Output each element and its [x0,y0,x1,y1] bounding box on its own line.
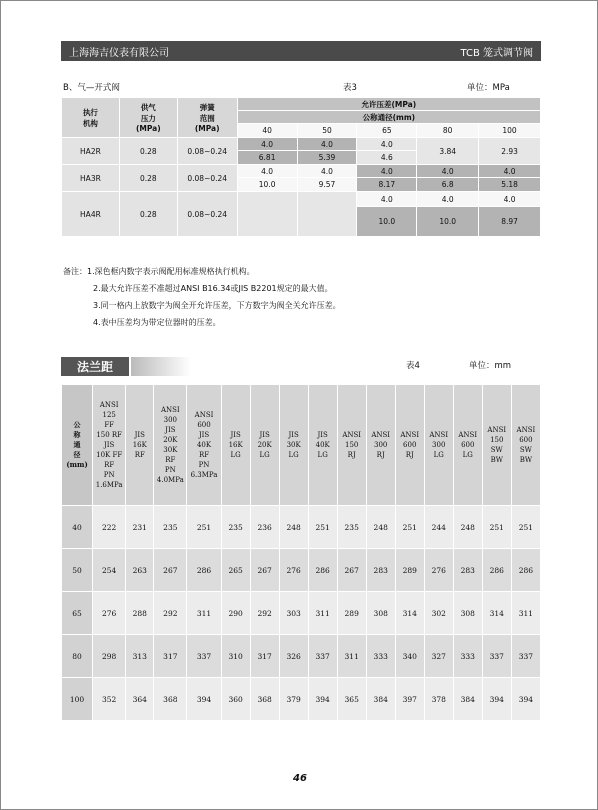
dp-close-cell: 10.0 [417,207,479,237]
nominal-size-cell: 80 [62,635,93,678]
product-name: TCB 笼式调节阀 [460,47,533,59]
flange-standard-header: JIS 16K RF [126,385,154,506]
flange-distance-cell: 254 [93,549,126,592]
table4-number: 表4 [406,361,420,371]
flange-distance-cell: 276 [279,549,308,592]
flange-distance-cell: 276 [424,549,453,592]
flange-distance-cell: 289 [337,592,366,635]
actuator-cell: HA2R [62,138,120,165]
flange-distance-cell: 327 [424,635,453,678]
supply-cell: 0.28 [119,138,177,165]
table4-unit: 单位：mm [469,361,512,371]
flange-distance-cell: 235 [154,506,187,549]
dp-open-cell: 4.0 [297,138,357,151]
flange-distance-cell: 251 [187,506,221,549]
flange-standard-header: ANSI 125 FF 150 RF JIS 10K FF RF PN 1.6MPa [93,385,126,506]
spring-cell: 0.08~0.24 [177,165,237,192]
dp-open-cell: 4.0 [479,192,541,207]
flange-standard-header: ANSI 600 LG [453,385,482,506]
dp-close-cell: 4.6 [357,151,417,165]
spring-cell: 0.08~0.24 [177,192,237,237]
empty-cell [297,192,357,237]
table-row [62,635,541,678]
flange-distance-cell: 368 [250,678,279,721]
dp-open-cell: 4.0 [357,165,417,178]
header-allowable-dp: 允许压差(MPa) [237,98,540,111]
note-item: 1.深色框内数字表示阀配用标准规格执行机构。 [87,267,255,276]
header-spring-range: 弹簧 范围 (MPa) [177,98,237,138]
flange-distance-cell: 394 [187,678,221,721]
flange-section-header [61,357,541,376]
flange-distance-cell: 311 [337,635,366,678]
dp-open-cell: 4.0 [479,165,541,178]
title-gradient-bar [131,357,191,376]
table-row [62,592,541,635]
flange-distance-cell: 263 [126,549,154,592]
nominal-size-cell: 40 [62,506,93,549]
notes [63,263,341,331]
flange-distance-cell: 352 [93,678,126,721]
supply-cell: 0.28 [119,165,177,192]
flange-standard-header: ANSI 600 RJ [395,385,424,506]
flange-distance-cell: 289 [395,549,424,592]
note-item: 3.同一格内上放数字为阀全开允许压差，下方数字为阀全关允许压差。 [93,301,341,310]
flange-distance-cell: 378 [424,678,453,721]
spring-cell: 0.08~0.24 [177,138,237,165]
dp-close-cell: 8.97 [479,207,541,237]
flange-standard-header: ANSI 600 JIS 40K RF PN 6.3MPa [187,385,221,506]
flange-standard-header: ANSI 300 RJ [366,385,395,506]
size-col: 100 [479,124,541,138]
flange-distance-cell: 397 [395,678,424,721]
flange-distance-cell: 303 [279,592,308,635]
flange-distance-cell: 222 [93,506,126,549]
flange-distance-cell: 283 [366,549,395,592]
flange-distance-cell: 333 [366,635,395,678]
flange-distance-cell: 310 [221,635,250,678]
header-nominal-size: 公称通径(mm) [237,111,540,124]
flange-distance-cell: 276 [93,592,126,635]
dp-close-cell: 10.0 [237,178,297,192]
dp-close-cell: 6.81 [237,151,297,165]
flange-distance-cell: 308 [453,592,482,635]
dp-open-cell: 4.0 [417,192,479,207]
flange-distance-cell: 244 [424,506,453,549]
flange-distance-cell: 267 [154,549,187,592]
flange-distance-cell: 314 [482,592,511,635]
flange-distance-cell: 292 [250,592,279,635]
dp-open-cell: 4.0 [357,138,417,151]
section-b-title: B、气—开式阀 [63,83,120,93]
flange-distance-cell: 314 [395,592,424,635]
flange-distance-cell: 311 [511,592,540,635]
dp-open-cell: 4.0 [237,138,297,151]
flange-distance-cell: 236 [250,506,279,549]
flange-distance-cell: 231 [126,506,154,549]
flange-distance-cell: 288 [126,592,154,635]
flange-distance-cell: 360 [221,678,250,721]
flange-standard-header: JIS 16K LG [221,385,250,506]
flange-distance-cell: 311 [187,592,221,635]
dp-open-cell: 4.0 [297,165,357,178]
header-actuator: 执行 机构 [62,98,120,138]
flange-standard-header: JIS 40K LG [308,385,337,506]
flange-distance-cell: 251 [395,506,424,549]
empty-cell [237,192,297,237]
table-row [62,549,541,592]
flange-distance-cell: 283 [453,549,482,592]
note-item: 2.最大允许压差不准超过ANSI B16.34或JIS B2201规定的最大值。 [93,284,333,293]
flange-distance-cell: 340 [395,635,424,678]
notes-label: 备注： [63,267,87,276]
flange-standard-header: ANSI 150 RJ [337,385,366,506]
flange-distance-cell: 379 [279,678,308,721]
flange-distance-cell: 337 [308,635,337,678]
flange-standard-header: JIS 20K LG [250,385,279,506]
flange-distance-cell: 384 [453,678,482,721]
nominal-size-cell: 50 [62,549,93,592]
flange-distance-cell: 394 [482,678,511,721]
note-item: 4.表中压差均为带定位器时的压差。 [93,318,221,327]
flange-distance-cell: 394 [308,678,337,721]
header-supply-pressure: 供气 压力 (MPa) [119,98,177,138]
flange-distance-cell: 286 [308,549,337,592]
flange-distance-cell: 298 [93,635,126,678]
flange-distance-cell: 251 [308,506,337,549]
dp-open-cell: 4.0 [417,165,479,178]
flange-distance-cell: 384 [366,678,395,721]
nominal-size-cell: 100 [62,678,93,721]
flange-standard-header: ANSI 600 SW BW [511,385,540,506]
dp-close-cell: 10.0 [357,207,417,237]
flange-standard-header: ANSI 300 LG [424,385,453,506]
flange-standard-header: ANSI 150 SW BW [482,385,511,506]
flange-distance-cell: 337 [482,635,511,678]
flange-distance-cell: 308 [366,592,395,635]
dp-open-cell: 4.0 [357,192,417,207]
size-col: 40 [237,124,297,138]
flange-distance-cell: 251 [511,506,540,549]
table3-unit: 单位：MPa [467,83,510,93]
actuator-cell: HA3R [62,165,120,192]
flange-distance-cell: 317 [250,635,279,678]
allowable-pressure-table [61,97,541,237]
flange-distance-cell: 248 [279,506,308,549]
header-nominal-size: 公 称 通 径 (mm) [62,385,93,506]
flange-distance-cell: 286 [482,549,511,592]
page-header [61,41,541,61]
dp-close-cell: 5.18 [479,178,541,192]
flange-distance-cell: 265 [221,549,250,592]
flange-distance-cell: 337 [511,635,540,678]
dp-close-cell: 8.17 [357,178,417,192]
flange-distance-cell: 364 [126,678,154,721]
flange-distance-table [61,384,541,721]
flange-distance-cell: 302 [424,592,453,635]
flange-distance-cell: 267 [337,549,366,592]
flange-distance-cell: 267 [250,549,279,592]
flange-distance-cell: 333 [453,635,482,678]
flange-distance-cell: 317 [154,635,187,678]
flange-distance-cell: 311 [308,592,337,635]
size-col: 65 [357,124,417,138]
flange-section-title: 法兰距 [61,357,129,376]
flange-distance-cell: 286 [511,549,540,592]
flange-distance-cell: 235 [221,506,250,549]
dp-cell: 2.93 [479,138,541,165]
flange-distance-cell: 251 [482,506,511,549]
table3-number: 表3 [343,83,357,93]
nominal-size-cell: 65 [62,592,93,635]
actuator-cell: HA4R [62,192,120,237]
flange-standard-header: ANSI 300 JIS 20K 30K RF PN 4.0MPa [154,385,187,506]
dp-close-cell: 6.8 [417,178,479,192]
flange-distance-cell: 313 [126,635,154,678]
flange-distance-cell: 326 [279,635,308,678]
flange-distance-cell: 248 [453,506,482,549]
table-row [62,678,541,721]
flange-standard-header: JIS 30K LG [279,385,308,506]
flange-distance-cell: 365 [337,678,366,721]
flange-distance-cell: 394 [511,678,540,721]
size-col: 50 [297,124,357,138]
flange-distance-cell: 248 [366,506,395,549]
dp-close-cell: 5.39 [297,151,357,165]
company-name: 上海海吉仪表有限公司 [69,47,169,59]
flange-distance-cell: 337 [187,635,221,678]
page-number: 46 [293,773,307,784]
flange-distance-cell: 292 [154,592,187,635]
size-col: 80 [417,124,479,138]
flange-distance-cell: 290 [221,592,250,635]
table-row [62,506,541,549]
dp-open-cell: 4.0 [237,165,297,178]
flange-distance-cell: 235 [337,506,366,549]
flange-distance-cell: 368 [154,678,187,721]
supply-cell: 0.28 [119,192,177,237]
dp-cell: 3.84 [417,138,479,165]
flange-distance-cell: 286 [187,549,221,592]
dp-close-cell: 9.57 [297,178,357,192]
